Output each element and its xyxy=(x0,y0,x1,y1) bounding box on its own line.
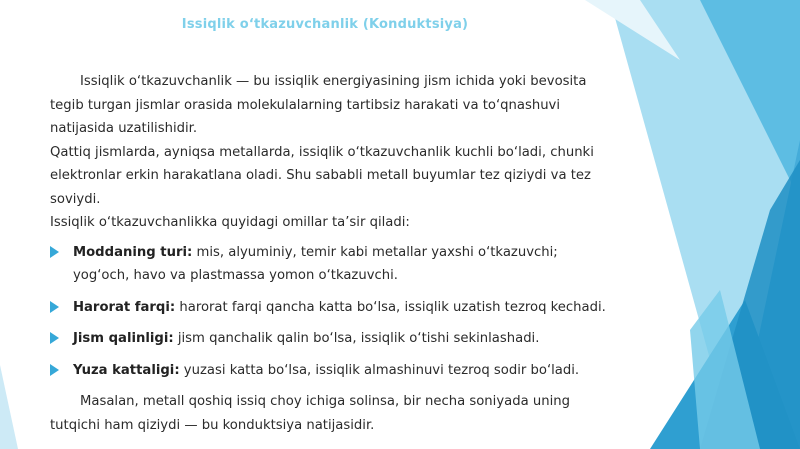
arrow-bullet-icon xyxy=(50,332,59,344)
factors-list xyxy=(50,241,615,383)
factor-text: jism qanchalik qalin bo‘lsa, issiqlik o‘tishi sekinlashadi. xyxy=(177,331,540,346)
factor-term: Moddaning turi: xyxy=(73,244,193,260)
list-item xyxy=(50,359,615,383)
metals-paragraph: Qattiq jismlarda, ayniqsa metallarda, issiqlik o‘tkazuvchanlik kuchli bo‘ladi, chunki elektronlar erkin harakatlana oladi. Shu sababli metall buyumlar tez qiziydi va tez soviydi. xyxy=(50,144,594,207)
list-item xyxy=(50,241,615,288)
slide-title: Issiqlik o‘tkazuvchanlik (Konduktsiya) xyxy=(181,17,469,32)
factor-text: yuzasi katta bo‘lsa, issiqlik almashinuvi tezroq sodir bo‘ladi. xyxy=(183,362,580,378)
arrow-bullet-icon xyxy=(50,364,59,376)
factor-text: mis, alyuminiy, temir kabi metallar yaxshi o‘tkazuvchi; yog‘och, havo va plastmassa yomon o‘tkazuvchi. xyxy=(73,244,558,283)
arrow-bullet-icon xyxy=(50,246,59,258)
arrow-bullet-icon xyxy=(50,301,59,313)
example-paragraph: Masalan, metall qoshiq issiq choy ichiga solinsa, bir necha soniyada uning tutqichi ham qiziydi — bu konduktsiya natijasidir. xyxy=(50,394,570,433)
factor-term: Yuza kattaligi: xyxy=(73,362,180,378)
list-item xyxy=(50,327,615,351)
intro-paragraph: Issiqlik o‘tkazuvchanlik — bu issiqlik energiyasining jism ichida yoki bevosita tegib turgan jismlar orasida molekulalarning tartibsiz harakati va to‘qnashuvi natijasida uzatilishidir. xyxy=(50,74,587,136)
slide-content xyxy=(50,70,615,437)
factor-term: Jism qalinligi: xyxy=(73,331,174,346)
factor-text: harorat farqi qancha katta bo‘lsa, issiqlik uzatish tezroq kechadi. xyxy=(179,299,606,315)
factors-intro: Issiqlik o‘tkazuvchanlikka quyidagi omillar ta’sir qiladi: xyxy=(50,215,410,230)
factor-term: Harorat farqi: xyxy=(73,299,176,315)
list-item xyxy=(50,296,615,320)
